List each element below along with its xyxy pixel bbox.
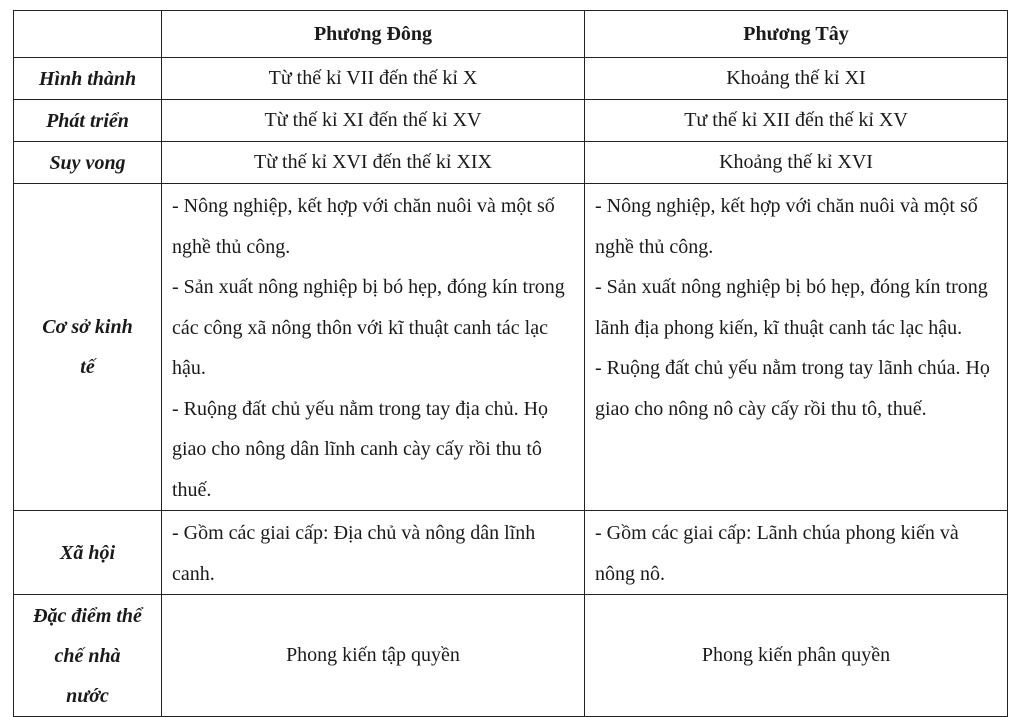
row-hinh-thanh — [14, 58, 1008, 100]
header-phuong-dong: Phương Đông — [162, 11, 585, 58]
row-label-line: chế nhà — [54, 644, 121, 667]
cell-suy-vong-tay: Khoảng thế kỉ XVI — [585, 142, 1008, 184]
row-dac-diem — [14, 595, 1008, 717]
row-label-line: Cơ sở kinh — [42, 316, 133, 338]
cell-xa-hoi-tay — [585, 511, 1008, 595]
paragraph: - Nông nghiệp, kết hợp với chăn nuôi và một số nghề thủ công. — [595, 195, 978, 258]
row-label-xa-hoi: Xã hội — [14, 511, 162, 595]
row-label-dac-diem — [14, 595, 162, 717]
paragraph: - Sản xuất nông nghiệp bị bó hẹp, đóng kín trong lãnh địa phong kiến, kĩ thuật canh tác lạc hậu. — [595, 276, 988, 339]
row-label-co-so-kinh-te — [14, 184, 162, 511]
header-phuong-tay: Phương Tây — [585, 11, 1008, 58]
cell-dac-diem-dong: Phong kiến tập quyền — [162, 595, 585, 717]
cell-co-so-kinh-te-dong — [162, 184, 585, 511]
header-blank-cell — [14, 11, 162, 58]
paragraph: - Gồm các giai cấp: Lãnh chúa phong kiến và nông nô. — [595, 522, 959, 585]
paragraph: - Ruộng đất chủ yếu nằm trong tay lãnh chúa. Họ giao cho nông nô cày cấy rồi thu tô, thuế. — [595, 357, 990, 420]
row-label-hinh-thanh: Hình thành — [14, 58, 162, 100]
row-label-phat-trien: Phát triển — [14, 100, 162, 142]
row-label-line: Đặc điểm thể — [33, 604, 142, 627]
comparison-table — [13, 10, 1008, 717]
row-xa-hoi — [14, 511, 1008, 595]
row-label-line: tế — [80, 356, 95, 378]
paragraph: - Gồm các giai cấp: Địa chủ và nông dân lĩnh canh. — [172, 522, 536, 585]
cell-phat-trien-dong: Từ thế kỉ XI đến thế kỉ XV — [162, 100, 585, 142]
paragraph: - Ruộng đất chủ yếu nằm trong tay địa chủ. Họ giao cho nông dân lĩnh canh cày cấy rồi thu tô thuế. — [172, 397, 549, 501]
cell-co-so-kinh-te-tay — [585, 184, 1008, 511]
paragraph: - Nông nghiệp, kết hợp với chăn nuôi và một số nghề thủ công. — [172, 195, 555, 258]
cell-xa-hoi-dong — [162, 511, 585, 595]
cell-phat-trien-tay: Tư thế kỉ XII đến thế kỉ XV — [585, 100, 1008, 142]
cell-dac-diem-tay: Phong kiến phân quyền — [585, 595, 1008, 717]
row-co-so-kinh-te — [14, 184, 1008, 511]
row-phat-trien — [14, 100, 1008, 142]
row-suy-vong — [14, 142, 1008, 184]
cell-hinh-thanh-tay: Khoảng thế kỉ XI — [585, 58, 1008, 100]
row-label-suy-vong: Suy vong — [14, 142, 162, 184]
cell-hinh-thanh-dong: Từ thế kỉ VII đến thế kỉ X — [162, 58, 585, 100]
header-row — [14, 11, 1008, 58]
cell-suy-vong-dong: Từ thế kỉ XVI đến thế kỉ XIX — [162, 142, 585, 184]
row-label-line: nước — [66, 684, 109, 707]
paragraph: - Sản xuất nông nghiệp bị bó hẹp, đóng kín trong các công xã nông thôn với kĩ thuật canh tác lạc hậu. — [172, 276, 565, 379]
